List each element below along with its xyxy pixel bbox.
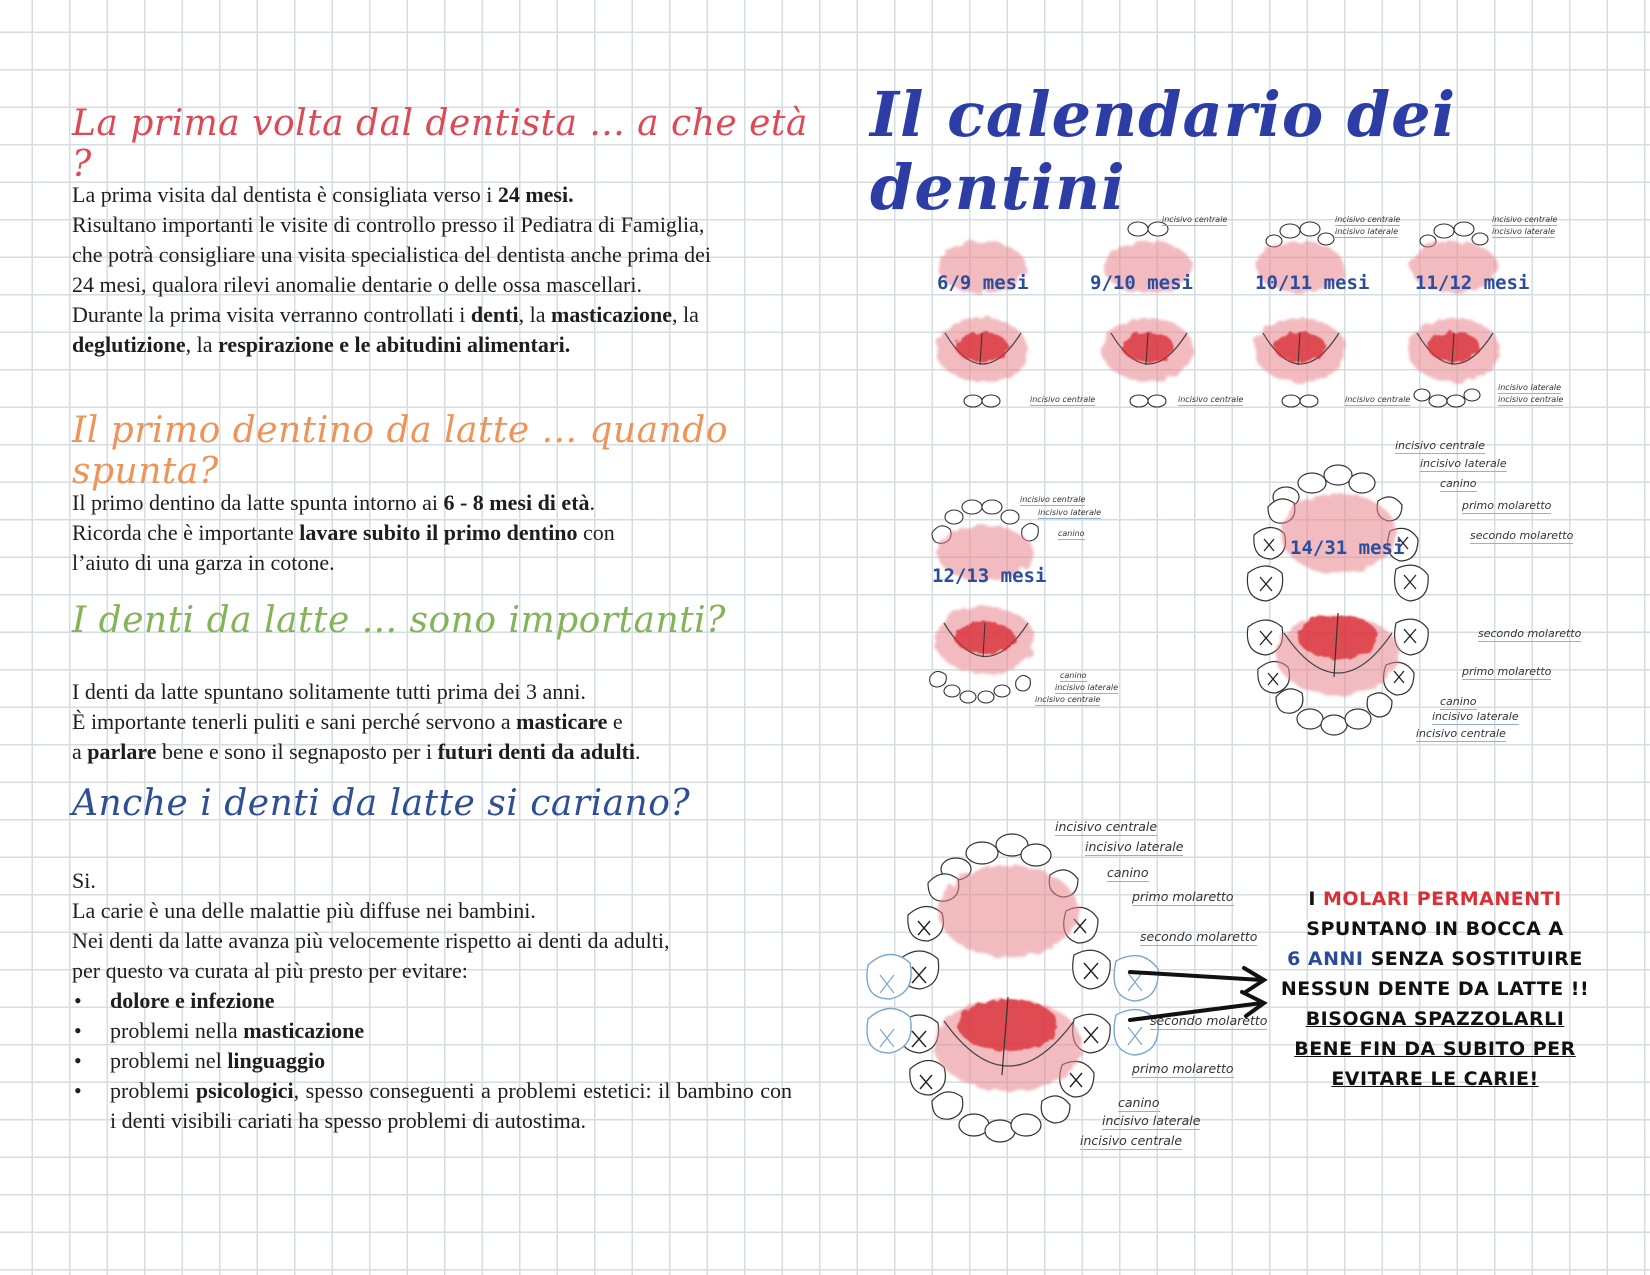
tooth-label: incisivo laterale: [1432, 710, 1519, 723]
mouth-illustration: [1260, 215, 1390, 410]
age-label: 10/11 mesi: [1255, 272, 1370, 294]
age-label: 6/9 mesi: [937, 272, 1029, 294]
tooth-label: incisivo laterale: [1498, 383, 1561, 392]
bold-text: deglutizione: [72, 332, 186, 357]
tooth-label: primo molaretto: [1462, 665, 1552, 678]
mouth-illustration: [930, 495, 1130, 710]
baby-teeth-text: [72, 677, 692, 767]
list-item: [72, 1016, 792, 1046]
bold-text: masticazione: [551, 302, 672, 327]
highlight-text: 6 ANNI: [1287, 948, 1364, 970]
section-title-first-tooth: Il primo dentino da latte ... quando spunta?: [72, 410, 728, 492]
caries-risks-list: [72, 986, 792, 1136]
text: La carie è una delle malattie più diffuse nei bambini.: [72, 898, 536, 923]
tooth-label: secondo molaretto: [1140, 929, 1258, 944]
text: Nei denti da latte avanza più velocemente rispetto ai denti da adulti,: [72, 928, 670, 953]
mouth-diagram-14-31: [1240, 439, 1582, 745]
bold-text: parlare: [87, 739, 157, 764]
tooth-label: incisivo centrale: [1178, 395, 1244, 404]
bold-text: psicologici: [195, 1078, 294, 1103]
tooth-label: canino: [1118, 1095, 1160, 1110]
tooth-label: primo molaretto: [1462, 499, 1552, 512]
section-title-first-visit: La prima volta dal dentista ... a che età ?: [72, 103, 808, 185]
text: che potrà consigliare una visita specialistica del dentista anche prima dei: [72, 242, 711, 267]
mouth-illustration: [1090, 215, 1210, 410]
text: SPUNTANO IN BOCCA A: [1306, 918, 1564, 940]
tooth-label: incisivo centrale: [1492, 215, 1558, 224]
text: Risultano importanti le visite di controllo presso il Pediatra di Famiglia,: [72, 212, 705, 237]
section-title-caries: Anche i denti da latte si cariano?: [72, 783, 691, 824]
left-page: [0, 0, 820, 1275]
tooth-label: incisivo centrale: [1162, 215, 1228, 224]
text: Ricorda che è importante: [72, 520, 300, 545]
text: Si.: [72, 868, 96, 893]
bold-text: 6 - 8 mesi di età: [443, 490, 590, 515]
text: problemi nel: [110, 1048, 228, 1073]
tooth-label: incisivo centrale: [1020, 495, 1086, 504]
first-visit-text: [72, 180, 792, 360]
mouth-diagram-9-10: [1090, 215, 1244, 410]
bold-text: futuri denti da adulti: [437, 739, 636, 764]
caries-text: [72, 866, 792, 1136]
text: , spesso conseguenti a problemi estetici: il bambino con i denti visibili cariati ha spesso problemi di autostima.: [110, 1078, 792, 1133]
mouth-diagram-permanent-molars: [870, 819, 1270, 1165]
mouth-diagram-6-9: [925, 225, 1096, 410]
text: .: [589, 490, 596, 515]
text: , la: [185, 332, 219, 357]
age-label: 12/13 mesi: [932, 565, 1047, 587]
tooth-label: canino: [1440, 695, 1477, 708]
text: I denti da latte spuntano solitamente tutti prima dei 3 anni.: [72, 679, 586, 704]
text: per questo va curata al più presto per evitare:: [72, 958, 468, 983]
tooth-label: incisivo centrale: [1395, 439, 1485, 452]
mouth-diagram-10-11: [1255, 215, 1411, 410]
age-label: 11/12 mesi: [1415, 272, 1530, 294]
bold-text: lavare subito il primo dentino: [299, 520, 578, 545]
bold-text: denti: [470, 302, 519, 327]
bold-text: masticare: [516, 709, 608, 734]
underlined-text: BENE FIN DA SUBITO PER: [1294, 1038, 1576, 1060]
section-title-baby-teeth-important: I denti da latte ... sono importanti?: [72, 600, 726, 641]
bold-text: linguaggio: [227, 1048, 326, 1073]
bold-text: dolore e infezione: [110, 988, 275, 1013]
mouth-illustration: [925, 225, 1045, 410]
age-label: 9/10 mesi: [1090, 272, 1193, 294]
age-label: 14/31 mesi: [1290, 537, 1405, 559]
tooth-label: incisivo centrale: [1345, 395, 1411, 404]
list-item: [72, 1076, 792, 1136]
calendar-title: Il calendario dei dentini: [870, 78, 1457, 224]
tooth-label: incisivo centrale: [1498, 395, 1564, 404]
bold-text: 24 mesi.: [497, 182, 574, 207]
text: 24 mesi, qualora rilevi anomalie dentarie o delle ossa mascellari.: [72, 272, 642, 297]
text: .: [635, 739, 641, 764]
tooth-label: incisivo laterale: [1335, 227, 1398, 236]
text: La prima visita dal dentista è consigliata verso i: [72, 182, 498, 207]
underlined-text: BISOGNA SPAZZOLARLI: [1305, 1008, 1565, 1030]
tooth-label: incisivo laterale: [1085, 839, 1184, 854]
text: e: [607, 709, 623, 734]
tooth-label: incisivo laterale: [1420, 457, 1507, 470]
text: bene e sono il segnaposto per i: [156, 739, 438, 764]
list-item: [72, 986, 792, 1016]
text: problemi nella: [110, 1018, 244, 1043]
text: a: [72, 739, 88, 764]
tooth-label: secondo molaretto: [1150, 1013, 1268, 1028]
text: È importante tenerli puliti e sani perché servono a: [72, 709, 517, 734]
tooth-label: secondo molaretto: [1478, 627, 1582, 640]
permanent-molars-note: [1280, 884, 1590, 1094]
tooth-label: incisivo laterale: [1102, 1113, 1201, 1128]
text: NESSUN DENTE DA LATTE !!: [1280, 978, 1590, 1000]
text: Il primo dentino da latte spunta intorno ai: [72, 490, 444, 515]
tooth-label: incisivo centrale: [1030, 395, 1096, 404]
tooth-label: incisivo laterale: [1038, 508, 1101, 517]
text: con: [577, 520, 615, 545]
text: l’aiuto di una garza in cotone.: [72, 550, 335, 575]
tooth-label: incisivo centrale: [1035, 695, 1101, 704]
mouth-diagram-12-13: [930, 495, 1130, 710]
tooth-label: incisivo laterale: [1055, 683, 1118, 692]
bold-text: respirazione e le abitudini alimentari.: [218, 332, 571, 357]
tooth-label: incisivo centrale: [1335, 215, 1401, 224]
text: , la: [671, 302, 699, 327]
tooth-label: primo molaretto: [1132, 1061, 1234, 1076]
tooth-label: canino: [1060, 671, 1087, 680]
text: I: [1308, 888, 1324, 910]
tooth-label: incisivo centrale: [1055, 819, 1158, 834]
list-item: [72, 1046, 792, 1076]
tooth-label: canino: [1440, 477, 1477, 490]
bold-text: masticazione: [243, 1018, 365, 1043]
tooth-label: primo molaretto: [1132, 889, 1234, 904]
tooth-label: incisivo centrale: [1080, 1133, 1183, 1148]
mouth-illustration: [1420, 215, 1570, 410]
text: problemi: [110, 1078, 196, 1103]
mouth-diagram-11-12: [1415, 215, 1570, 410]
text: , la: [518, 302, 551, 327]
tooth-label: canino: [1058, 529, 1085, 538]
tooth-label: incisivo centrale: [1416, 727, 1506, 740]
tooth-label: incisivo laterale: [1492, 227, 1555, 236]
highlight-text: MOLARI PERMANENTI: [1323, 888, 1562, 910]
tooth-label: canino: [1107, 865, 1149, 880]
text: SENZA SOSTITUIRE: [1363, 948, 1583, 970]
underlined-text: EVITARE LE CARIE!: [1331, 1068, 1539, 1090]
tooth-label: secondo molaretto: [1470, 529, 1574, 542]
mouth-illustration: [870, 825, 1270, 1165]
first-tooth-text: [72, 488, 672, 578]
text: Durante la prima visita verranno controllati i: [72, 302, 471, 327]
